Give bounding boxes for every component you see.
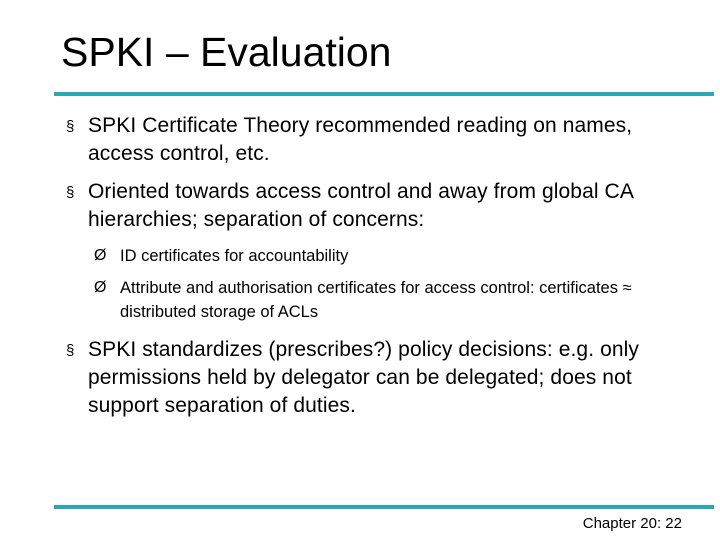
bullet-marker-icon: § [66, 342, 75, 359]
bullet-text: SPKI Certificate Theory recommended reading on names, access control, etc. [88, 114, 633, 165]
bullet-marker-icon: § [66, 118, 75, 135]
arrow-marker-icon: Ø [94, 279, 107, 296]
bullet-text: Oriented towards access control and away from global CA hierarchies; separation of concerns: [88, 180, 633, 231]
footer-divider [54, 505, 714, 509]
slide-footer: Chapter 20: 22 [582, 515, 682, 532]
bullet-marker-icon: § [66, 184, 75, 201]
sub-bullet-text: ID certificates for accountability [120, 247, 349, 265]
arrow-marker-icon: Ø [94, 247, 107, 264]
bullet-text: SPKI standardizes (prescribes?) policy decisions: e.g. only permissions held by delegator can be delegated; does not support separation of duties. [88, 338, 639, 417]
slide-title: SPKI – Evaluation [61, 29, 392, 75]
title-divider [54, 92, 714, 96]
sub-bullet-text: Attribute and authorisation certificates for access control: certificates ≈ distributed storage of ACLs [120, 279, 632, 321]
